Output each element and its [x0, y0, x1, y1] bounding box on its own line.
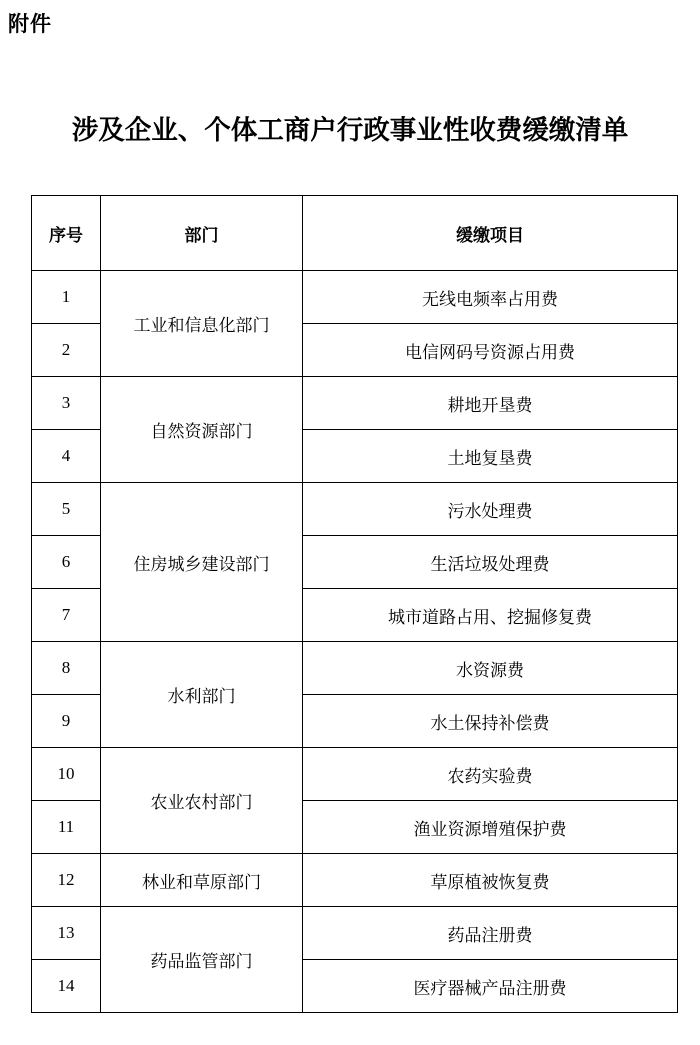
table-row [32, 271, 678, 324]
table-row [32, 748, 678, 801]
row-number: 2 [32, 324, 101, 377]
department-cell: 农业农村部门 [101, 748, 303, 854]
fee-item: 城市道路占用、挖掘修复费 [303, 589, 678, 642]
column-header-number: 序号 [32, 196, 101, 271]
row-number: 14 [32, 960, 101, 1013]
department-cell: 水利部门 [101, 642, 303, 748]
fee-item: 草原植被恢复费 [303, 854, 678, 907]
table-header-row [32, 196, 678, 271]
column-header-item: 缓缴项目 [303, 196, 678, 271]
fee-item: 生活垃圾处理费 [303, 536, 678, 589]
fee-item: 无线电频率占用费 [303, 271, 678, 324]
table-row [32, 854, 678, 907]
fee-item: 水土保持补偿费 [303, 695, 678, 748]
row-number: 1 [32, 271, 101, 324]
row-number: 6 [32, 536, 101, 589]
row-number: 4 [32, 430, 101, 483]
row-number: 10 [32, 748, 101, 801]
fee-item: 污水处理费 [303, 483, 678, 536]
row-number: 9 [32, 695, 101, 748]
table-row [32, 642, 678, 695]
department-cell: 自然资源部门 [101, 377, 303, 483]
fee-item: 土地复垦费 [303, 430, 678, 483]
table-row [32, 907, 678, 960]
row-number: 13 [32, 907, 101, 960]
row-number: 8 [32, 642, 101, 695]
fee-item: 药品注册费 [303, 907, 678, 960]
department-cell: 住房城乡建设部门 [101, 483, 303, 642]
fee-item: 医疗器械产品注册费 [303, 960, 678, 1013]
fee-item: 水资源费 [303, 642, 678, 695]
document-title: 涉及企业、个体工商户行政事业性收费缓缴清单 [71, 115, 629, 146]
fee-item: 电信网码号资源占用费 [303, 324, 678, 377]
row-number: 3 [32, 377, 101, 430]
table-row [32, 377, 678, 430]
row-number: 12 [32, 854, 101, 907]
row-number: 5 [32, 483, 101, 536]
fee-item: 耕地开垦费 [303, 377, 678, 430]
attachment-label: 附件 [8, 12, 52, 36]
department-cell: 工业和信息化部门 [101, 271, 303, 377]
department-cell: 药品监管部门 [101, 907, 303, 1013]
row-number: 11 [32, 801, 101, 854]
fee-deferral-table [31, 195, 678, 1013]
column-header-department: 部门 [101, 196, 303, 271]
table-row [32, 483, 678, 536]
department-cell: 林业和草原部门 [101, 854, 303, 907]
fee-item: 农药实验费 [303, 748, 678, 801]
row-number: 7 [32, 589, 101, 642]
fee-item: 渔业资源增殖保护费 [303, 801, 678, 854]
